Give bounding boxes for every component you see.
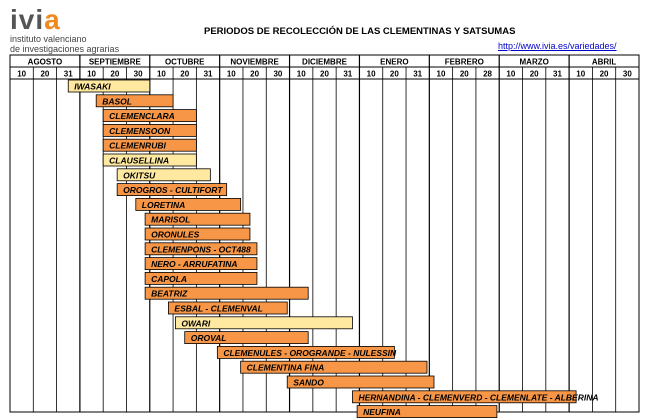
gantt-bar-label: NEUFINA [363, 407, 401, 418]
gantt-bar-label: CLEMENRUBI [109, 140, 166, 151]
gantt-bar-label: BEATRIZ [151, 288, 188, 299]
day-label: 10 [436, 69, 446, 79]
day-label: 31 [343, 69, 353, 79]
day-label: 20 [110, 69, 120, 79]
month-label: MARZO [519, 57, 549, 67]
logo-line-1: instituto valenciano [10, 34, 87, 44]
gantt-bar-label: IWASAKI [74, 81, 111, 92]
day-label: 10 [296, 69, 306, 79]
day-label: 10 [366, 69, 376, 79]
day-label: 31 [63, 69, 73, 79]
gantt-bar-label: CLEMENTINA FINA [246, 362, 325, 373]
month-label: NOVIEMBRE [230, 57, 279, 67]
day-label: 10 [506, 69, 516, 79]
source-link[interactable]: http://www.ivia.es/variedades/ [498, 41, 617, 51]
day-label: 20 [250, 69, 260, 79]
month-label: SEPTIEMBRE [88, 57, 141, 67]
day-label: 28 [483, 69, 493, 79]
day-label: 20 [599, 69, 609, 79]
gantt-bar-label: LORETINA [141, 199, 186, 210]
day-label: 10 [226, 69, 236, 79]
day-label: 20 [320, 69, 329, 79]
logo-line-2: de investigaciones agrarias [10, 44, 120, 54]
month-label: AGOSTO [27, 57, 63, 67]
month-label: DICIEMBRE [302, 57, 347, 67]
gantt-bar-label: CLEMENULES - OROGRANDE - NULESSIN [223, 347, 397, 358]
gantt-bar-label: NERO - ARRUFATINA [151, 259, 238, 270]
day-label: 10 [156, 69, 166, 79]
gantt-bar-label: OKITSU [123, 170, 156, 181]
day-label: 31 [553, 69, 562, 79]
page-title: PERIODOS DE RECOLECCIÓN DE LAS CLEMENTINAS Y SATSUMAS [204, 26, 516, 37]
gantt-bar-label: ESBAL - CLEMENVAL [174, 303, 263, 314]
gantt-bar-label: SANDO [293, 377, 324, 388]
gantt-bar-label: CLEMENCLARA [109, 111, 175, 122]
day-label: 20 [40, 69, 50, 79]
gantt-bar-label: CLAUSELLINA [109, 155, 170, 166]
gantt-bar-label: BASOL [102, 96, 132, 107]
day-label: 20 [529, 69, 539, 79]
day-label: 30 [622, 69, 632, 79]
day-label: 10 [576, 69, 586, 79]
day-label: 20 [459, 69, 469, 79]
logo-word-main: ivi [10, 4, 45, 35]
logo-word-accent: a [44, 4, 61, 35]
day-label: 31 [413, 69, 423, 79]
day-label: 30 [273, 69, 283, 79]
day-label: 20 [389, 69, 399, 79]
day-label: 10 [17, 69, 27, 79]
gantt-bar-label: OWARI [181, 318, 211, 329]
gantt-bar-label: HERNANDINA - CLEMENVERD - CLEMENLATE - ALBERINA [358, 392, 599, 403]
month-label: FEBRERO [444, 57, 484, 67]
month-label: ENERO [380, 57, 409, 67]
gantt-bar-label: OROVAL [190, 333, 227, 344]
day-label: 10 [87, 69, 96, 79]
gantt-bar-label: OROGROS - CULTIFORT [123, 185, 223, 196]
gantt-bar-label: CAPOLA [151, 273, 188, 284]
month-label: OCTUBRE [164, 57, 205, 67]
day-label: 30 [133, 69, 143, 79]
day-label: 20 [180, 69, 190, 79]
day-label: 31 [203, 69, 213, 79]
gantt-bar-label: CLEMENSOON [109, 125, 171, 136]
gantt-bar-label: CLEMENPONS - OCT488 [151, 244, 251, 255]
gantt-bar-label: MARISOL [151, 214, 191, 225]
gantt-bar-label: ORONULES [151, 229, 200, 240]
month-label: ABRIL [591, 57, 617, 67]
